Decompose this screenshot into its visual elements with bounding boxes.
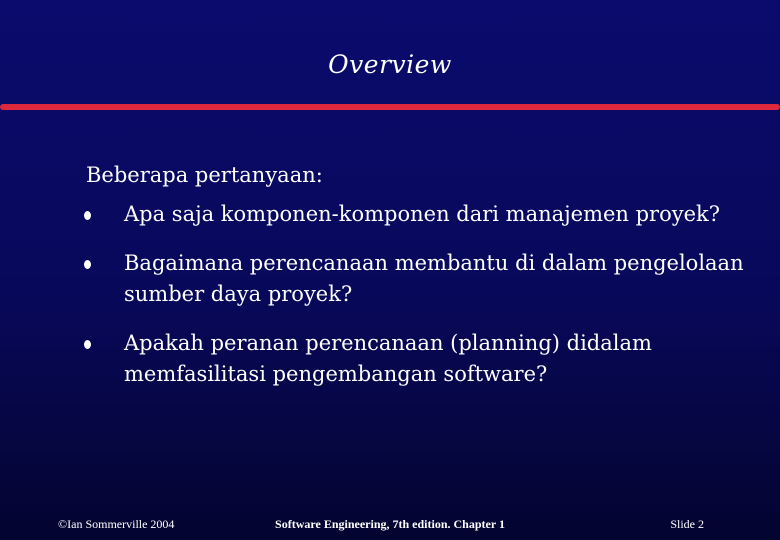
bullet-text: Apakah peranan perencanaan (planning) didalam memfasilitasi pengembangan software? — [124, 331, 652, 386]
bullet-item — [86, 199, 746, 230]
footer-book-title: Software Engineering, 7th edition. Chapter 1 — [275, 517, 505, 531]
bullet-item — [86, 328, 746, 390]
bullet-text: Bagaimana perencanaan membantu di dalam pengelolaan sumber daya proyek? — [124, 251, 744, 306]
slide-title: Overview — [328, 50, 452, 79]
footer-slide-number: Slide 2 — [670, 517, 704, 531]
bullet-item — [86, 248, 746, 310]
slide-body — [86, 160, 746, 408]
bullet-icon — [84, 260, 91, 269]
footer-copyright: ©Ian Sommerville 2004 — [58, 517, 175, 531]
title-divider — [0, 104, 780, 110]
intro-text: Beberapa pertanyaan: — [86, 163, 323, 187]
bullet-icon — [84, 340, 91, 349]
bullet-icon — [84, 211, 91, 220]
bullet-text: Apa saja komponen-komponen dari manajemen proyek? — [124, 202, 721, 226]
